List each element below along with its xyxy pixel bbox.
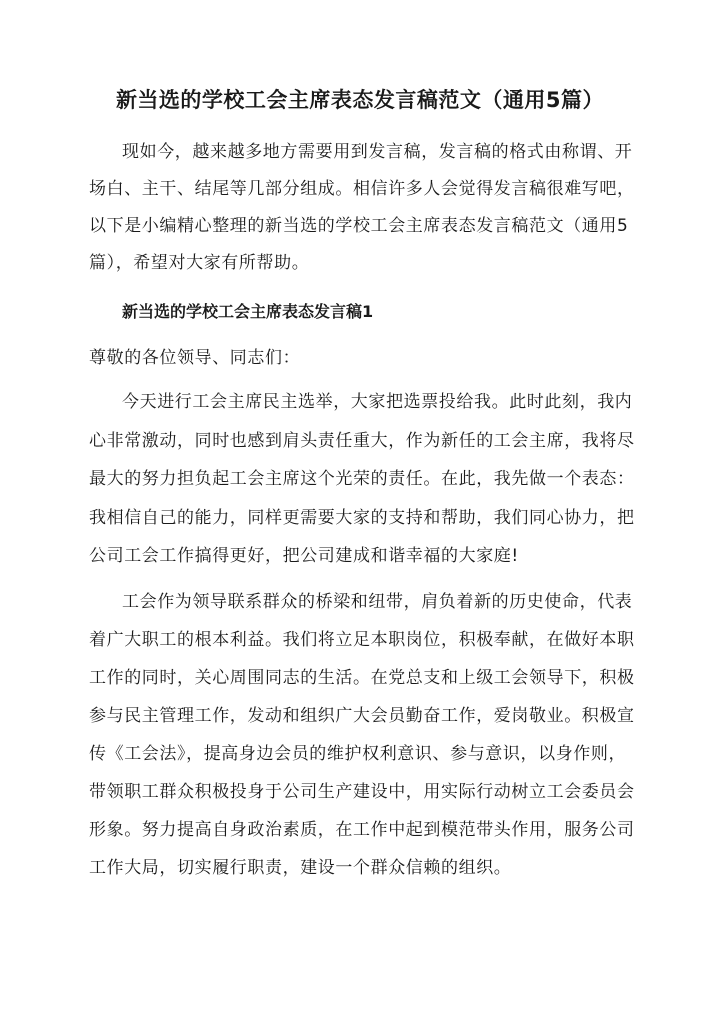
para2-line: 带领职工群众积极投身于公司生产建设中，用实际行动树立工会委员会 (89, 782, 635, 802)
section-heading: 新当选的学校工会主席表态发言稿1 (122, 302, 374, 321)
para2-line: 工作的同时，关心周围同志的生活。在党总支和上级工会领导下，积极 (89, 668, 635, 688)
para1-line: 最大的努力担负起工会主席这个光荣的责任。在此，我先做一个表态： (89, 469, 635, 489)
para1-line: 今天进行工会主席民主选举，大家把选票投给我。此时此刻，我内 (122, 392, 633, 412)
para2-line: 形象。努力提高自身政治素质，在工作中起到模范带头作用，服务公司 (89, 820, 635, 840)
para2-line: 着广大职工的根本利益。我们将立足本职岗位，积极奉献，在做好本职 (89, 630, 635, 650)
document-title: 新当选的学校工会主席表态发言稿范文（通用5篇） (115, 88, 605, 112)
para2-line: 工会作为领导联系群众的桥梁和纽带，肩负着新的历史使命，代表 (122, 592, 633, 612)
salutation: 尊敬的各位领导、同志们： (89, 348, 301, 368)
para1-line: 公司工会工作搞得更好，把公司建成和谐幸福的大家庭! (89, 546, 519, 566)
para1-line: 心非常激动，同时也感到肩头责任重大，作为新任的工会主席，我将尽 (89, 431, 635, 451)
para1-line: 我相信自己的能力，同样更需要大家的支持和帮助，我们同心协力，把 (89, 508, 635, 528)
intro-line: 以下是小编精心整理的新当选的学校工会主席表态发言稿范文（通用5 (89, 216, 629, 236)
intro-line: 篇），希望对大家有所帮助。 (89, 253, 310, 273)
intro-line: 现如今，越来越多地方需要用到发言稿，发言稿的格式由称谓、开 (122, 142, 633, 162)
para2-line: 传《工会法》，提高身边会员的维护权利意识、参与意识，以身作则， (89, 744, 627, 764)
intro-line: 场白、主干、结尾等几部分组成。相信许多人会觉得发言稿很难写吧， (89, 179, 635, 199)
para2-line: 工作大局，切实履行职责，建设一个群众信赖的组织。 (89, 858, 512, 878)
para2-line: 参与民主管理工作，发动和组织广大会员勤奋工作，爱岗敬业。积极宣 (89, 706, 635, 726)
